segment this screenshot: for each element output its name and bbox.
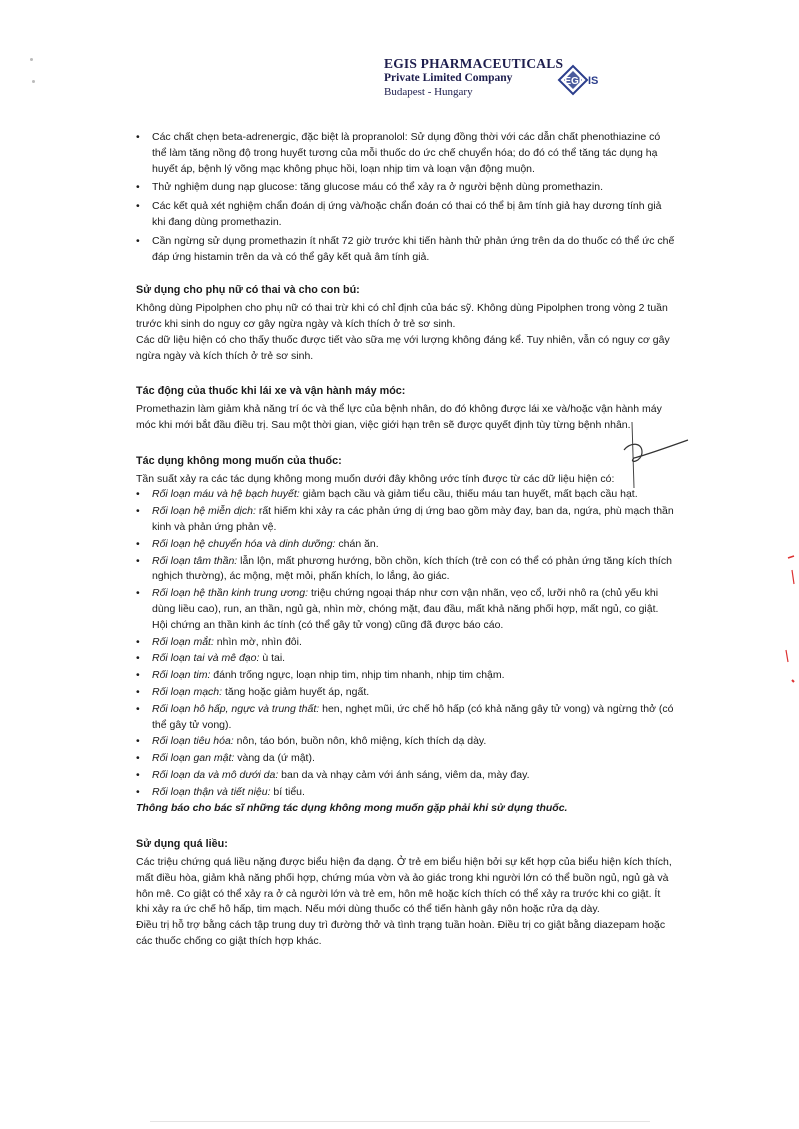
list-item bbox=[136, 734, 676, 750]
item-label: Rối loạn hệ chuyển hóa và dinh dưỡng: bbox=[152, 537, 336, 550]
paragraph: Promethazin làm giảm khả năng trí óc và thể lực của bệnh nhân, do đó không được lái xe và/hoặc vận hành máy móc khi mới bắt đầu điều trị. Sau một thời gian, việc giới hạn trên sẽ được quyết định tùy từng bệnh nhân. bbox=[136, 403, 662, 431]
list-item bbox=[136, 785, 676, 801]
item-label: Rối loạn tim: bbox=[152, 669, 211, 682]
item-label: Rối loạn thận và tiết niệu: bbox=[152, 785, 271, 798]
list-item bbox=[136, 702, 676, 734]
item-text: nôn, táo bón, buồn nôn, khô miệng, kích thích dạ dày. bbox=[233, 735, 487, 748]
paragraph: Điều trị hỗ trợ bằng cách tập trung duy trì đường thở và tình trạng tuần hoàn. Điều trị co giật bằng diazepam hoặc các thuốc chống co giật thích hợp khác. bbox=[136, 919, 666, 948]
list-item bbox=[136, 504, 676, 536]
side-effects-section bbox=[136, 454, 676, 818]
list-item bbox=[136, 651, 676, 667]
item-text: triệu chứng ngoại tháp như cơn vận nhãn, vẹo cổ, lưỡi nhô ra (chủ yếu khi dùng liều cao), run, an thần, ngủ gà, nhìn mờ, chóng mặt, đau đầu, mất khả năng phối hợp, mất ngủ, co giật. Hội chứng an thần kinh ác tính (có thể gây tử vong) cũng đã được báo cáo. bbox=[152, 587, 659, 631]
list-item bbox=[136, 487, 676, 503]
item-label: Rối loạn hệ miễn dịch: bbox=[152, 505, 256, 518]
list-item: • Các chất chẹn beta-adrenergic, đặc biệt là propranolol: Sử dụng đồng thời với các dẫn chất phenothiazine có thể làm tăng nồng độ trong huyết tương của mỗi thuốc do ức chế chuyển hóa; do đó có thể tăng tác dụng hạ huyết áp, bệnh lý võng mạc không phục hồi, loạn nhịp tim và loạn vận động muộn. bbox=[136, 130, 676, 177]
item-label: Rối loạn máu và hệ bạch huyết: bbox=[152, 488, 300, 501]
driving-section bbox=[136, 384, 676, 433]
item-label: Rối loạn mạch: bbox=[152, 685, 223, 698]
scan-dot bbox=[32, 80, 35, 83]
paragraph: Không dùng Pipolphen cho phụ nữ có thai trừ khi có chỉ định của bác sỹ. Không dùng Pipolphen trong vòng 2 tuần trước khi sinh do nguy cơ gây ngừa ngày và kích thích ở trẻ sơ sinh. bbox=[136, 302, 668, 330]
list-item bbox=[136, 635, 676, 651]
company-location: Budapest - Hungary bbox=[384, 86, 473, 98]
section-heading: Sử dụng cho phụ nữ có thai và cho con bú: bbox=[136, 284, 360, 297]
item-text: tăng hoặc giảm huyết áp, ngất. bbox=[222, 685, 370, 698]
side-effects-list bbox=[136, 487, 676, 800]
item-text: ù tai. bbox=[259, 652, 286, 665]
list-item: • Thử nghiệm dung nạp glucose: tăng glucose máu có thể xảy ra ở người bệnh dùng promethazin. bbox=[136, 180, 676, 196]
item-text: hen, nghẹt mũi, ức chế hô hấp (có khả năng gây tử vong) và ngừng thở (có thể gây tử vong). bbox=[152, 702, 674, 731]
item-text: chán ăn. bbox=[335, 537, 379, 550]
list-item bbox=[136, 668, 676, 684]
item-label: Rối loạn tâm thần: bbox=[152, 554, 238, 567]
item-text: đánh trống ngực, loạn nhịp tim, nhịp tim nhanh, nhịp tim chậm. bbox=[210, 669, 505, 682]
scan-dot bbox=[30, 58, 33, 61]
overdose-section bbox=[136, 837, 676, 950]
item-label: Rối loạn da và mô dưới da: bbox=[152, 768, 279, 781]
list-item: • Các kết quả xét nghiệm chẩn đoán dị ứng và/hoặc chẩn đoán có thai có thể bị âm tính giả hay dương tính giả khi đang dùng promethazin. bbox=[136, 199, 676, 231]
item-label: Rối loạn hệ thần kinh trung ương: bbox=[152, 587, 309, 600]
item-text: lẫn lộn, mất phương hướng, bồn chồn, kích thích (trẻ con có thể có phản ứng tăng kích thích nghịch thường), ác mộng, mệt mỏi, phấn khích, lo lắng, ảo giác. bbox=[152, 554, 672, 583]
item-label: Rối loạn hô hấp, ngực và trung thất: bbox=[152, 702, 320, 715]
item-label: Rối loạn tiêu hóa: bbox=[152, 735, 234, 748]
document-body bbox=[136, 130, 676, 950]
interactions-list bbox=[136, 130, 676, 265]
item-label: Rối loạn mắt: bbox=[152, 635, 214, 648]
bottom-rule bbox=[150, 1121, 650, 1122]
company-type: Private Limited Company bbox=[384, 72, 513, 84]
paragraph: Tần suất xảy ra các tác dụng không mong muốn dưới đây không ước tính được từ các dữ liệu hiện có: bbox=[136, 472, 615, 485]
item-text: rất hiếm khi xảy ra các phản ứng dị ứng bao gồm mày đay, ban da, ngứa, phù mạch thần kinh và phản ứng phản vệ. bbox=[152, 505, 674, 533]
item-label: Rối loạn gan mật: bbox=[152, 752, 235, 765]
item-text: giảm bạch cầu và giảm tiểu cầu, thiếu máu tan huyết, mất bạch cầu hạt. bbox=[299, 488, 638, 501]
svg-text:EGI: EGI bbox=[564, 76, 582, 87]
list-item bbox=[136, 751, 676, 767]
paragraph: Các dữ liệu hiện có cho thấy thuốc được tiết vào sữa mẹ với lượng không đáng kể. Tuy nhiên, vẫn có nguy cơ gây ngừa ngày và kích thích ở trẻ sơ sinh. bbox=[136, 333, 670, 362]
list-item: • Cần ngừng sử dụng promethazin ít nhất 72 giờ trước khi tiến hành thử phản ứng trên da do thuốc có thể ức chế đáp ứng histamin trên da và có thể gây kết quả âm tính giả. bbox=[136, 234, 676, 266]
item-text: ban da và nhạy cảm với ánh sáng, viêm da, mày đay. bbox=[278, 768, 530, 781]
section-heading: Tác dụng không mong muốn của thuốc: bbox=[136, 454, 342, 467]
margin-marks bbox=[782, 540, 798, 700]
section-heading: Tác động của thuốc khi lái xe và vận hành máy móc: bbox=[136, 385, 406, 398]
signature-mark bbox=[612, 420, 692, 490]
item-text: bí tiểu. bbox=[270, 785, 305, 798]
list-item bbox=[136, 586, 676, 633]
section-heading: Sử dụng quá liều: bbox=[136, 838, 228, 851]
svg-text:IS: IS bbox=[588, 75, 599, 87]
egis-logo-icon bbox=[539, 63, 609, 97]
company-name: EGIS PHARMACEUTICALS bbox=[384, 56, 564, 71]
list-item bbox=[136, 768, 676, 784]
list-item bbox=[136, 685, 676, 701]
item-label: Rối loạn tai và mê đạo: bbox=[152, 652, 260, 665]
item-text: vàng da (ứ mật). bbox=[234, 752, 315, 765]
closing-note: Thông báo cho bác sĩ những tác dụng không mong muốn gặp phải khi sử dụng thuốc. bbox=[136, 802, 568, 815]
pregnancy-section bbox=[136, 283, 676, 364]
letterhead bbox=[384, 56, 614, 100]
item-text: nhìn mờ, nhìn đôi. bbox=[213, 635, 302, 648]
list-item bbox=[136, 554, 676, 586]
paragraph: Các triệu chứng quá liều nặng được biểu hiện đa dạng. Ở trẻ em biểu hiện bởi sự kết hợp của biểu hiện kích thích, mất điều hòa, giảm khả năng phối hợp, chứng múa vờn và ảo giác trong khi người lớn có thể buồn ngủ, ngủ gà và hôn mê. Co giật có thể xảy ra ở cả người lớn và trẻ em, hôn mê hoặc kích thích có thể xảy ra trước khi co giật. Ít khi xảy ra ức chế hô hấp, tim mạch. Nếu mới dùng thuốc có thể tiến hành gây nôn hoặc rửa dạ dày. bbox=[136, 856, 672, 916]
list-item bbox=[136, 537, 676, 553]
